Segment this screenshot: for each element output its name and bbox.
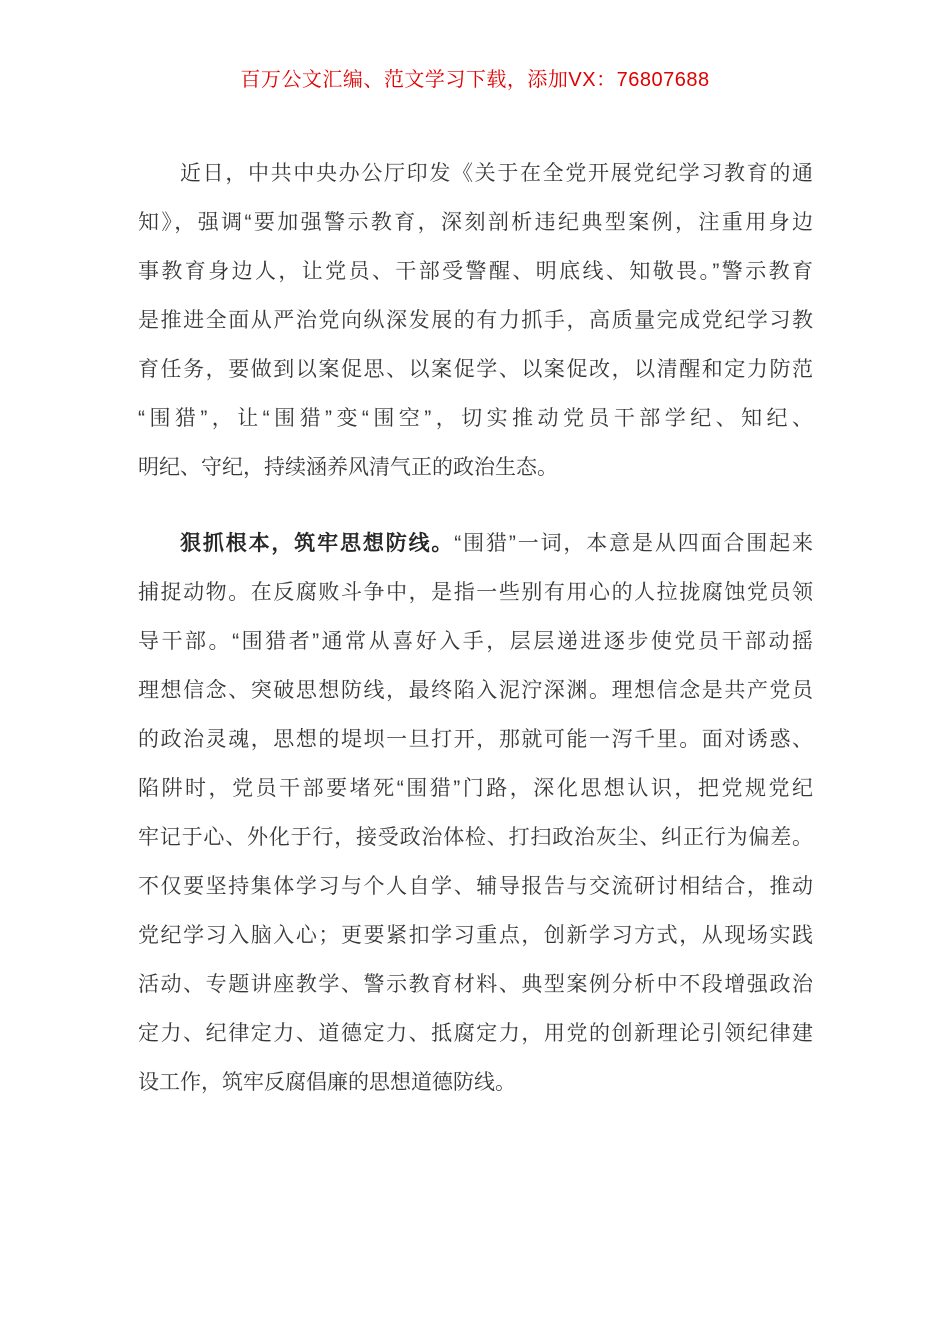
text-line: 不仅要坚持集体学习与个人自学、辅导报告与交流研讨相结合，推动 bbox=[138, 875, 813, 898]
paragraph-main bbox=[138, 519, 813, 1107]
promo-header-text: 百万公文汇编、范文学习下载，添加VX：76807688 bbox=[240, 69, 710, 91]
text-line: 活动、专题讲座教学、警示教育材料、典型案例分析中不段增强政治 bbox=[138, 973, 813, 996]
line-text: “围猎”一词，本意是从四面合围起来 bbox=[454, 532, 813, 555]
text-line: 捕捉动物。在反腐败斗争中，是指一些别有用心的人拉拢腐蚀党员领 bbox=[138, 581, 813, 604]
text-line: 知》，强调“要加强警示教育，深刻剖析违纪典型案例，注重用身边 bbox=[138, 211, 813, 234]
text-line: 育任务，要做到以案促思、以案促学、以案促改，以清醒和定力防范 bbox=[138, 358, 813, 381]
text-line: 党纪学习入脑入心；更要紧扣学习重点，创新学习方式，从现场实践 bbox=[138, 924, 813, 947]
bold-lead: 狠抓根本，筑牢思想防线。 bbox=[180, 532, 455, 555]
text-line: 定力、纪律定力、道德定力、抵腐定力，用党的创新理论引领纪律建 bbox=[138, 1022, 813, 1045]
text-line: 设工作，筑牢反腐倡廉的思想道德防线。 bbox=[138, 1071, 516, 1094]
text-line: 明纪、守纪，持续涵养风清气正的政治生态。 bbox=[138, 456, 558, 479]
document-body bbox=[138, 149, 813, 1107]
text-line: 牢记于心、外化于行，接受政治体检、打扫政治灰尘、纠正行为偏差。 bbox=[138, 826, 813, 849]
text-line: 导干部。“围猎者”通常从喜好入手，层层递进逐步使党员干部动摇 bbox=[138, 630, 813, 653]
text-line: 的政治灵魂，思想的堤坝一旦打开，那就可能一泻千里。面对诱惑、 bbox=[138, 728, 813, 751]
text-line: 是推进全面从严治党向纵深发展的有力抓手，高质量完成党纪学习教 bbox=[138, 309, 813, 332]
paragraph-intro bbox=[138, 149, 813, 492]
promo-header bbox=[0, 0, 950, 92]
text-line: “围猎”，让“围猎”变“围空”，切实推动党员干部学纪、知纪、 bbox=[138, 407, 813, 430]
text-line: 理想信念、突破思想防线，最终陷入泥泞深渊。理想信念是共产党员 bbox=[138, 679, 813, 702]
text-line: 事教育身边人，让党员、干部受警醒、明底线、知敬畏。”警示教育 bbox=[138, 260, 813, 283]
text-line bbox=[138, 519, 813, 568]
text-line: 近日，中共中央办公厅印发《关于在全党开展党纪学习教育的通 bbox=[180, 162, 813, 185]
text-line: 陷阱时，党员干部要堵死“围猎”门路，深化思想认识，把党规党纪 bbox=[138, 777, 813, 800]
